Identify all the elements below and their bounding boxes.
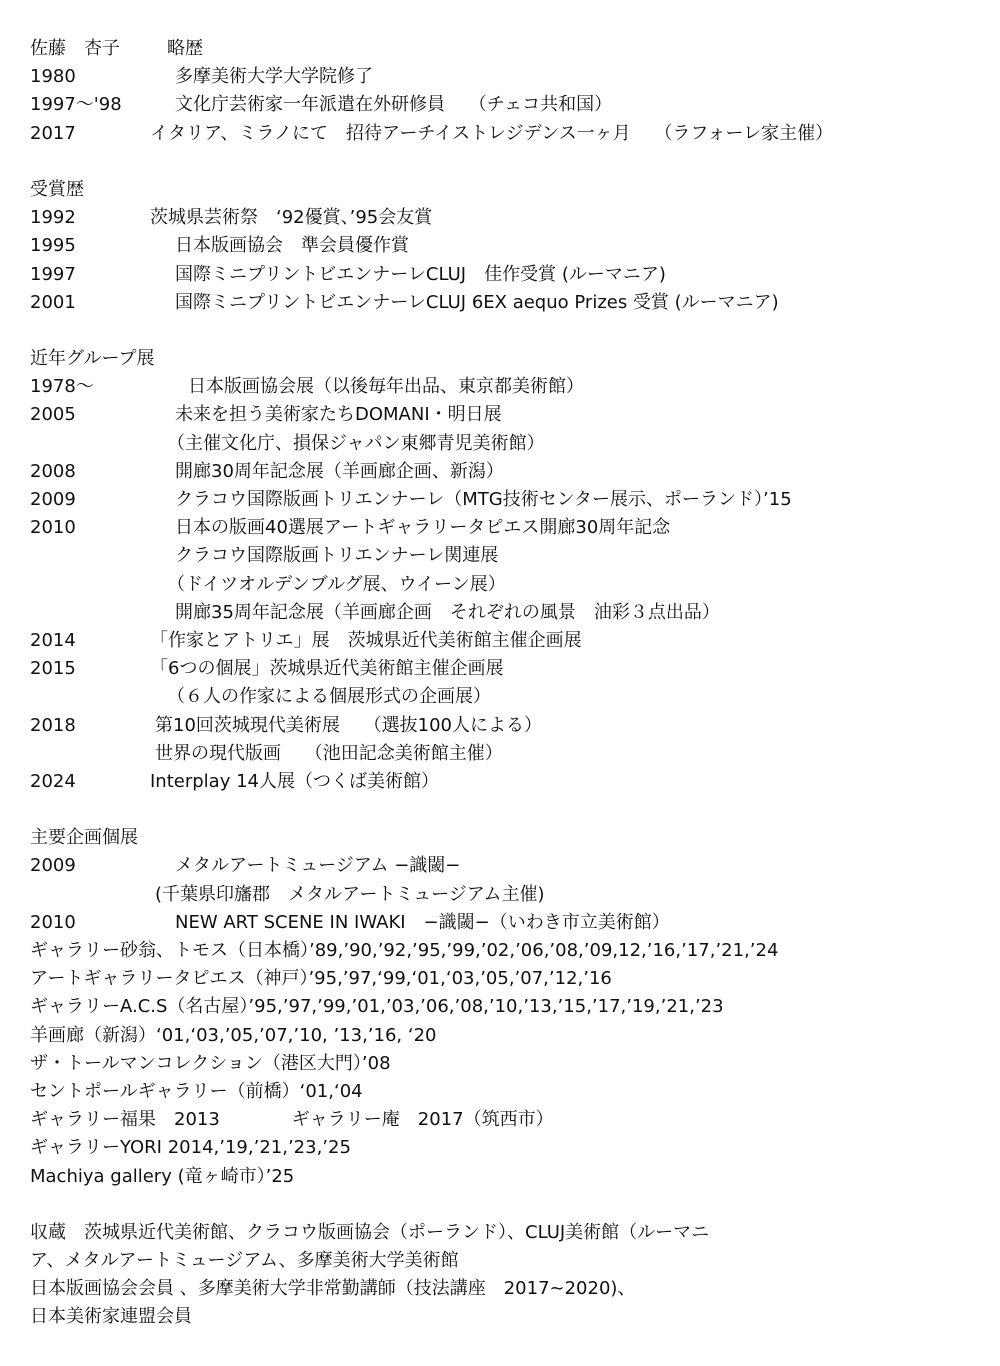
entry-text: クラコウ国際版画トリエンナーレ関連展 bbox=[175, 545, 499, 567]
award-entry bbox=[30, 232, 980, 260]
entry-year: 2010 bbox=[30, 911, 76, 933]
group-entry bbox=[30, 627, 980, 655]
gallery-line bbox=[30, 1106, 980, 1134]
entry-text: 未来を担う美術家たちDOMANI・明日展 bbox=[175, 404, 502, 426]
entry-year: 2010 bbox=[30, 517, 76, 539]
group-entry bbox=[30, 430, 980, 458]
gallery-line bbox=[30, 965, 980, 993]
entry-text: 国際ミニプリントビエンナーレCLUJ 佳作受賞 (ルーマニア) bbox=[175, 263, 666, 285]
artist-name: 佐藤 杏子 bbox=[30, 38, 120, 59]
collection-line bbox=[30, 1219, 980, 1247]
profile-heading: 略歴 bbox=[167, 38, 203, 59]
entry-year: 2014 bbox=[30, 629, 76, 651]
gallery-text: 羊画廊（新潟）‘01,‘03,’05,’07,’10, ’13,’16, ‘20 bbox=[30, 1024, 437, 1046]
group-header bbox=[30, 345, 980, 373]
award-entry bbox=[30, 261, 980, 289]
entry-text: 日本の版画40選展アートギャラリータピエス開廊30周年記念 bbox=[175, 517, 671, 539]
group-heading: 近年グループ展 bbox=[30, 348, 155, 370]
group-entry bbox=[30, 486, 980, 514]
membership-line bbox=[30, 1303, 980, 1331]
collection-line bbox=[30, 1247, 980, 1275]
solo-entry bbox=[30, 881, 980, 909]
gallery-text: ギャラリーA.C.S（名古屋）’95,’97,’99,’01,’03,’06,’08,’10,’13,’15,’17,’19,’21,’23 bbox=[30, 996, 724, 1018]
awards-heading: 受賞歴 bbox=[30, 178, 84, 200]
membership-line bbox=[30, 1275, 980, 1303]
entry-year: 2009 bbox=[30, 489, 76, 510]
profile-entry bbox=[30, 91, 980, 119]
group-entry bbox=[30, 514, 980, 542]
entry-text: 文化庁芸術家一年派遣在外研修員 （チェコ共和国） bbox=[175, 94, 613, 116]
award-entry bbox=[30, 204, 980, 232]
group-entry bbox=[30, 458, 980, 486]
entry-text: 日本版画協会 準会員優作賞 bbox=[175, 235, 409, 257]
entry-year: 2008 bbox=[30, 460, 76, 482]
entry-text: （６人の作家による個展形式の企画展） bbox=[167, 686, 491, 708]
entry-text: NEW ART SCENE IN IWAKI −識閾−（いわき市立美術館） bbox=[175, 911, 670, 933]
gallery-line bbox=[30, 1050, 980, 1078]
entry-text: メタルアートミュージアム −識閾− bbox=[175, 855, 461, 877]
solo-entry bbox=[30, 909, 980, 937]
gallery-text: セントポールギャラリー（前橋）‘01,‘04 bbox=[30, 1080, 363, 1102]
entry-year: 1995 bbox=[30, 235, 76, 257]
gallery-text: ギャラリーYORI 2014,’19,’21,’23,’25 bbox=[30, 1137, 351, 1159]
gallery-line bbox=[30, 1163, 980, 1191]
section-spacer bbox=[30, 148, 980, 176]
entry-year: 2017 bbox=[30, 122, 76, 144]
entry-year: 2001 bbox=[30, 291, 76, 313]
group-entry bbox=[30, 599, 980, 627]
group-entry bbox=[30, 655, 980, 683]
entry-text: イタリア、ミラノにて 招待アーチイストレジデンス一ヶ月 （ラフォーレ家主催） bbox=[150, 122, 834, 144]
biography-document bbox=[30, 35, 980, 1332]
entry-year: 2018 bbox=[30, 714, 76, 736]
group-entry bbox=[30, 542, 980, 570]
entry-text: 第10回茨城現代美術展 （選抜100人による） bbox=[155, 714, 542, 736]
entry-text: 日本版画協会展（以後毎年出品、東京都美術館） bbox=[188, 376, 584, 398]
entry-text: 世界の現代版画 （池田記念美術館主催） bbox=[155, 742, 503, 764]
entry-year: 2015 bbox=[30, 658, 76, 680]
entry-year: 1992 bbox=[30, 207, 76, 229]
solo-heading: 主要企画個展 bbox=[30, 827, 138, 849]
entry-text: (千葉県印旛郡 メタルアートミュージアム主催) bbox=[155, 883, 545, 905]
entry-text: 開廊30周年記念展（羊画廊企画、新潟） bbox=[175, 460, 504, 482]
entry-text: クラコウ国際版画トリエンナーレ（MTG技術センター展示、ポーランド）’15 bbox=[175, 489, 792, 510]
entry-text: 茨城県芸術祭 ‘92優賞、’95会友賞 bbox=[150, 207, 433, 229]
entry-year: 2005 bbox=[30, 404, 76, 426]
gallery-line bbox=[30, 1078, 980, 1106]
section-spacer bbox=[30, 796, 980, 824]
group-entry bbox=[30, 768, 980, 796]
entry-year: 1997 bbox=[30, 263, 76, 285]
solo-header bbox=[30, 824, 980, 852]
gallery-text: ザ・トールマンコレクション（港区大門）’08 bbox=[30, 1052, 391, 1074]
entry-text: Interplay 14人展（つくば美術館） bbox=[150, 770, 439, 792]
entry-text: 「作家とアトリエ」展 茨城県近代美術館主催企画展 bbox=[150, 629, 582, 651]
group-entry bbox=[30, 373, 980, 401]
award-entry bbox=[30, 289, 980, 317]
group-entry bbox=[30, 740, 980, 768]
group-entry bbox=[30, 571, 980, 599]
group-entry bbox=[30, 712, 980, 740]
entry-text: 開廊35周年記念展（羊画廊企画 それぞれの風景 油彩３点出品） bbox=[175, 601, 720, 623]
gallery-line bbox=[30, 1022, 980, 1050]
gallery-text: ギャラリー福果 2013 ギャラリー庵 2017（筑西市） bbox=[30, 1109, 554, 1131]
entry-year: 1997〜'98 bbox=[30, 94, 122, 116]
group-entry bbox=[30, 401, 980, 429]
membership-text: 日本美術家連盟会員 bbox=[30, 1306, 192, 1328]
gallery-line bbox=[30, 1134, 980, 1162]
entry-year: 1978〜 bbox=[30, 376, 94, 398]
solo-entry bbox=[30, 852, 980, 880]
profile-header bbox=[30, 35, 980, 63]
awards-header bbox=[30, 176, 980, 204]
gallery-text: アートギャラリータピエス（神戸）’95,’97,‘99,‘01,‘03,’05,’07,’12,’16 bbox=[30, 968, 612, 990]
entry-year: 2009 bbox=[30, 855, 76, 877]
entry-text: （ドイツオルデンブルグ展、ウイーン展） bbox=[167, 573, 506, 595]
entry-text: 多摩美術大学大学院修了 bbox=[175, 66, 373, 88]
gallery-text: ギャラリー砂翁、トモス（日本橋）’89,’90,’92,’95,’99,’02,’06,’08,’09,12,’16,’17,’21,’24 bbox=[30, 940, 779, 961]
membership-text: 日本版画協会会員 、多摩美術大学非常勤講師（技法講座 2017~2020)、 bbox=[30, 1278, 636, 1300]
entry-text: 国際ミニプリントビエンナーレCLUJ 6EX aequo Prizes 受賞 (ルーマニア) bbox=[175, 291, 779, 313]
section-spacer bbox=[30, 317, 980, 345]
profile-entry bbox=[30, 63, 980, 91]
collection-text: ア、メタルアートミュージアム、多摩美術大学美術館 bbox=[30, 1250, 459, 1272]
collection-text: 収蔵 茨城県近代美術館、クラコウ版画協会（ポーランド）、CLUJ美術館（ルーマニ bbox=[30, 1221, 710, 1243]
gallery-text: Machiya gallery (竜ヶ崎市）’25 bbox=[30, 1165, 295, 1187]
profile-entry bbox=[30, 120, 980, 148]
gallery-line bbox=[30, 937, 980, 965]
section-spacer bbox=[30, 1191, 980, 1219]
entry-text: 「6つの個展」茨城県近代美術館主催企画展 bbox=[150, 658, 504, 680]
entry-text: （主催文化庁、損保ジャパン東郷青児美術館） bbox=[167, 432, 545, 454]
group-entry bbox=[30, 683, 980, 711]
entry-year: 2024 bbox=[30, 770, 76, 792]
entry-year: 1980 bbox=[30, 66, 76, 88]
gallery-line bbox=[30, 993, 980, 1021]
